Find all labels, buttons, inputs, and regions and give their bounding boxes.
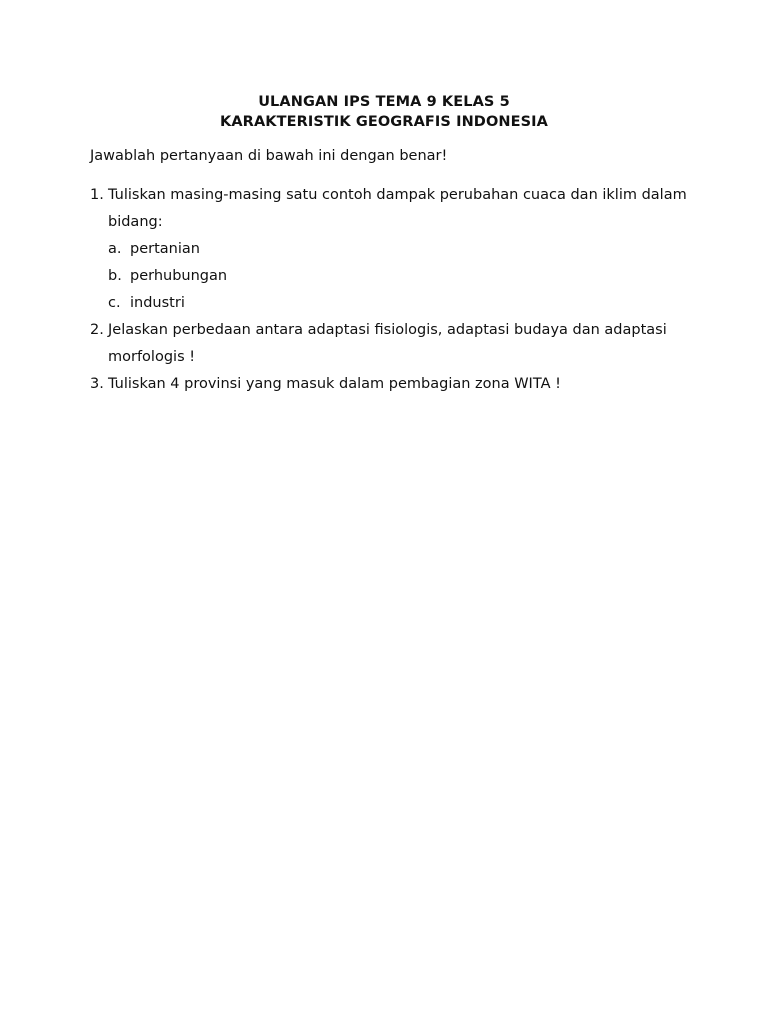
question-3	[90, 371, 690, 398]
document-title: ULANGAN IPS TEMA 9 KELAS 5	[258, 94, 510, 110]
sub-item-text: pertanian	[130, 241, 200, 257]
question-text: Tuliskan masing-masing satu contoh dampak perubahan cuaca dan iklim dalam bidang:	[108, 187, 687, 230]
sub-item-letter: b.	[108, 268, 122, 284]
question-1	[90, 182, 690, 236]
sub-item-letter: c.	[108, 295, 121, 311]
question-number: 2.	[90, 322, 104, 338]
instruction-text: Jawablah pertanyaan di bawah ini dengan benar!	[90, 148, 448, 164]
sub-item-text: perhubungan	[130, 268, 228, 284]
question-text: Tuliskan 4 provinsi yang masuk dalam pembagian zona WITA !	[108, 376, 561, 392]
question-number: 3.	[90, 376, 104, 392]
question-number: 1.	[90, 187, 104, 203]
sub-item-a	[90, 236, 690, 263]
sub-item-b	[90, 263, 690, 290]
question-2	[90, 317, 690, 371]
sub-item-text: industri	[130, 295, 185, 311]
sub-item-letter: a.	[108, 241, 122, 257]
title-block	[0, 92, 768, 132]
question-list	[90, 182, 690, 398]
sub-item-c	[90, 290, 690, 317]
document-subtitle: KARAKTERISTIK GEOGRAFIS INDONESIA	[220, 114, 548, 130]
question-1-sub-list	[90, 236, 690, 317]
question-text: Jelaskan perbedaan antara adaptasi fisiologis, adaptasi budaya dan adaptasi morfologis !	[108, 322, 667, 365]
